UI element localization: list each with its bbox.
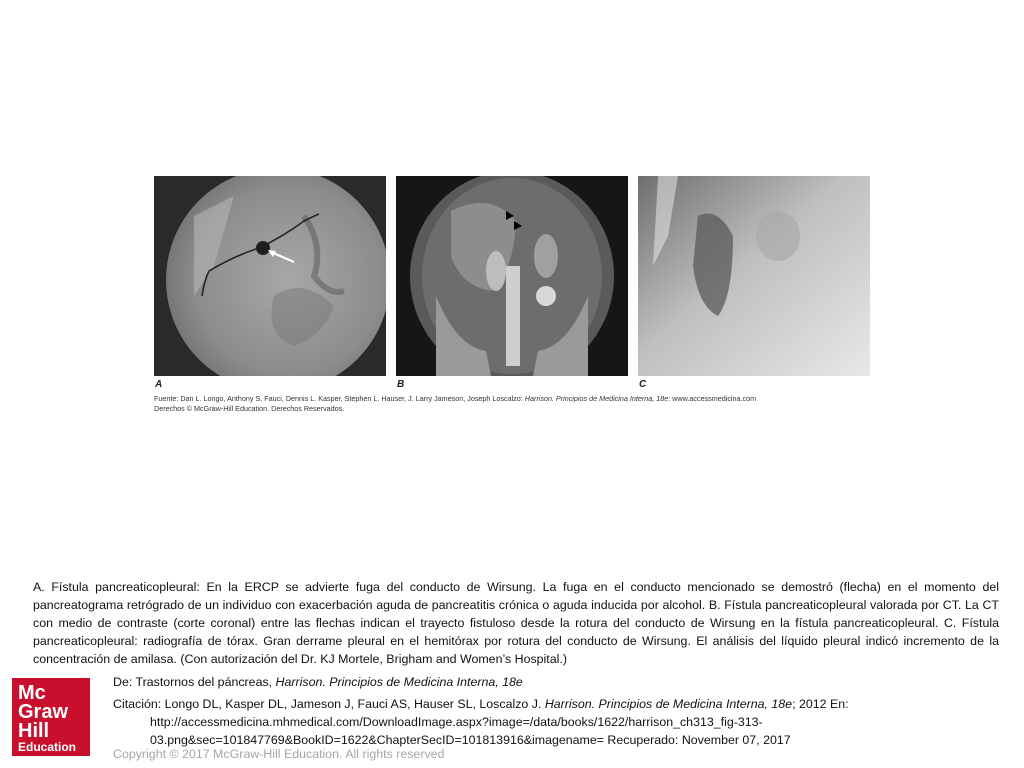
figure — [154, 176, 870, 416]
figure-caption: A. Fístula pancreaticopleural: En la ERCP se advierte fuga del conducto de Wirsung. La fuga en el conducto mencionado se demostró (flecha) en el momento del pancreatograma retrógrado de un individuo con exacerbación aguda de pancreatitis crónica o aguda inducida por alcohol. B. Fístula pancreaticopleural valorada por CT. La CT con medio de contraste (corte coronal) entre las flechas indican el trayecto fistuloso desde la rotura del conducto de Wirsung en la fístula pancreaticopleural. C. Fístula pancreaticopleural: radiografía de tórax. Gran derrame pleural en el hemitórax por rotura del conducto de Wirsung. El análisis del líquido pleural indicó incremento de la concentración de amilasa. (Con autorización del Dr. KJ Mortele, Brigham and Women’s Hospital.) — [33, 580, 999, 666]
source-suffix: : www.accessmedicina.com — [668, 394, 757, 403]
copyright: Copyright © 2017 McGraw-Hill Education. All rights reserved — [113, 747, 445, 761]
mcgraw-hill-logo — [12, 678, 90, 756]
logo-line-2: Graw — [18, 701, 69, 723]
panel-label-c: C — [639, 379, 647, 390]
source-prefix: Fuente: Dan L. Longo, Anthony S. Fauci, Dennis L. Kasper, Stephen L. Hauser, J. Larry Jameson, Joseph Loscalzo: — [154, 394, 525, 403]
panel-label-b: B — [397, 379, 405, 390]
logo-line-3: Hill — [18, 720, 50, 742]
figure-source — [154, 394, 870, 414]
citation-url-line-2[interactable]: 03.png&sec=101847769&BookID=1622&ChapterSecID=101813916&imagename= Recuperado: November 07, 2017 — [150, 733, 791, 747]
citation-title: Harrison. Principios de Medicina Interna, 18e — [544, 697, 793, 711]
ct-image — [396, 176, 628, 376]
from-title: Harrison. Principios de Medicina Interna, 18e — [275, 675, 523, 689]
source-title: Harrison. Principios de Medicina Interna, 18e — [524, 394, 669, 403]
citation-suffix: ; 2012 En: — [792, 697, 849, 711]
source-rights: Derechos © McGraw-Hill Education. Derechos Reservados. — [154, 404, 345, 413]
citation — [113, 695, 993, 749]
chest-xray-image — [638, 176, 870, 376]
ercp-image — [154, 176, 386, 376]
panel-a-ercp-image — [154, 176, 386, 376]
panel-c-chest-xray — [638, 176, 870, 376]
logo-line-1: Mc — [18, 682, 46, 704]
logo-line-4: Education — [18, 740, 77, 754]
source-chapter — [113, 673, 523, 691]
from-prefix: De: Trastornos del páncreas, — [113, 675, 276, 689]
citation-prefix: Citación: Longo DL, Kasper DL, Jameson J, Fauci AS, Hauser SL, Loscalzo J. — [113, 697, 545, 711]
panel-b-ct-image — [396, 176, 628, 376]
panel-label-a: A — [155, 379, 163, 390]
citation-url-line-1[interactable]: http://accessmedicina.mhmedical.com/DownloadImage.aspx?image=/data/books/1622/harrison_ch313_fig-313- — [150, 715, 763, 729]
